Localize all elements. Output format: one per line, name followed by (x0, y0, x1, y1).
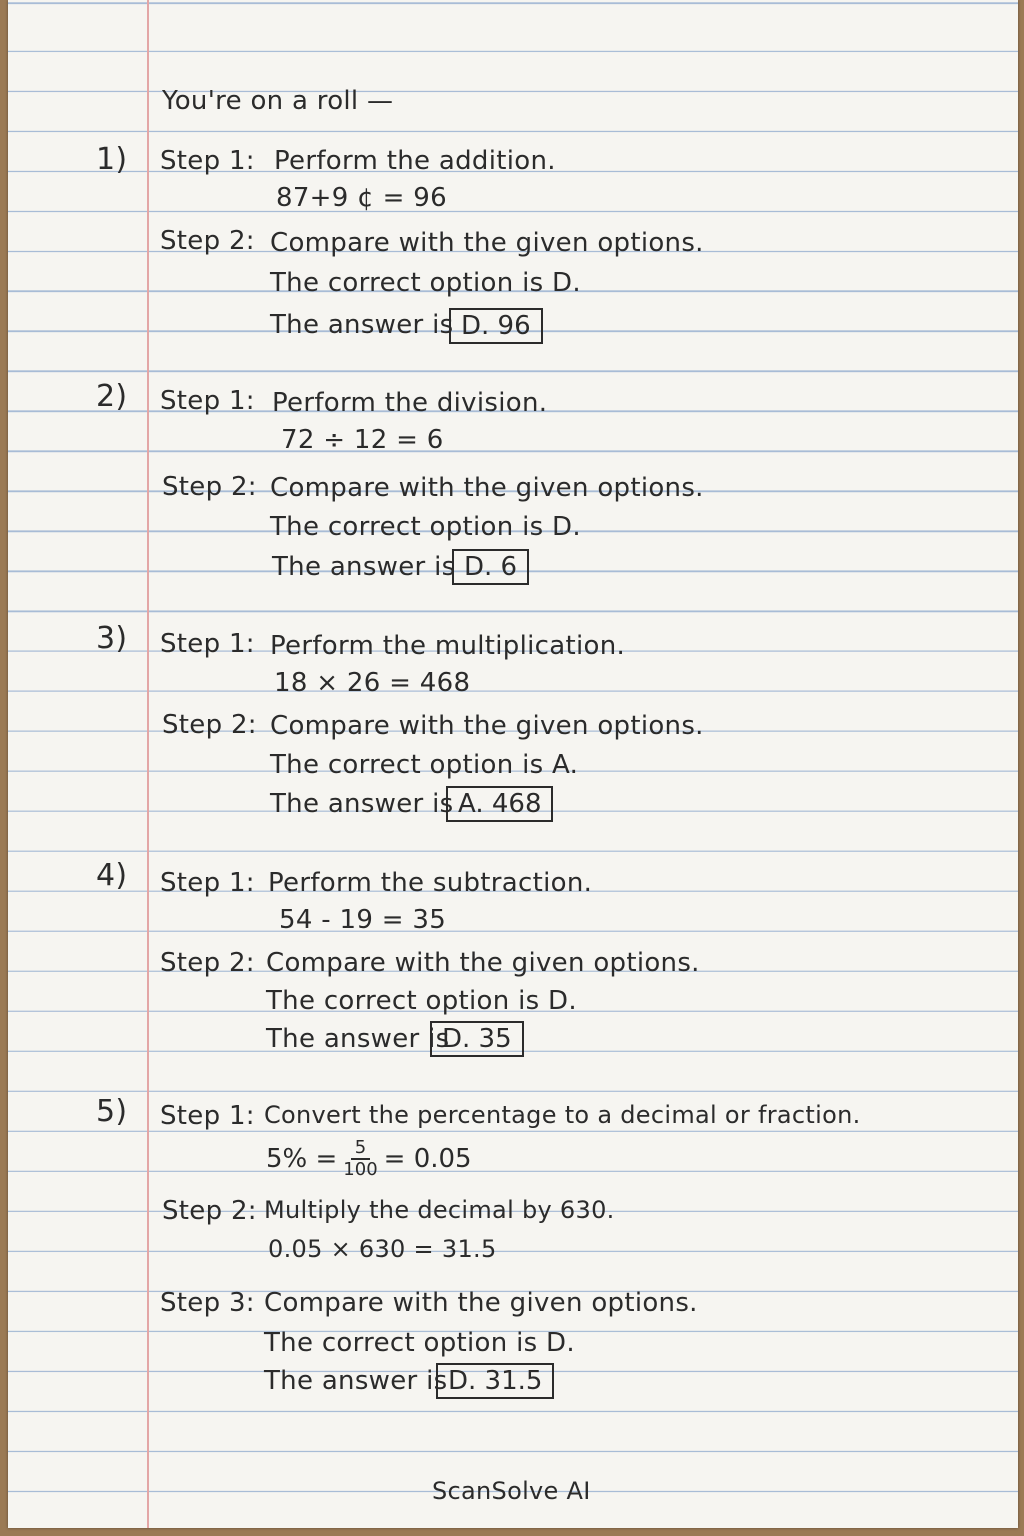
problem-number: 2) (96, 379, 128, 414)
answer-box: D. 6 (452, 549, 529, 585)
problem-number: 1) (96, 142, 128, 177)
answer-box: D. 35 (430, 1021, 524, 1057)
calc-right: = 0.05 (383, 1144, 472, 1174)
fraction-denominator: 100 (343, 1159, 378, 1180)
step-text: Convert the percentage to a decimal or fraction. (264, 1101, 861, 1129)
correct-option-text: The correct option is D. (270, 268, 581, 298)
step-text: Compare with the given options. (270, 228, 704, 258)
calculation: 18 × 26 = 468 (274, 668, 471, 698)
step-label: Step 1: (160, 629, 255, 659)
step-label: Step 3: (160, 1288, 255, 1318)
step-label: Step 1: (160, 386, 255, 416)
answer-prefix: The answer is (272, 552, 456, 582)
fraction-numerator: 5 (351, 1138, 370, 1160)
fraction (343, 1138, 377, 1180)
answer-box: D. 31.5 (436, 1363, 554, 1399)
step-text: Perform the addition. (274, 146, 556, 176)
calc-left: 5% = (266, 1144, 338, 1174)
correct-option-text: The correct option is A. (270, 750, 579, 780)
calculation: 72 ÷ 12 = 6 (281, 425, 444, 455)
step-text: Compare with the given options. (266, 948, 700, 978)
step-text: Compare with the given options. (270, 473, 704, 503)
answer-prefix: The answer is (264, 1366, 448, 1396)
step-label: Step 2: (160, 226, 255, 256)
correct-option-text: The correct option is D. (270, 512, 581, 542)
problem-number: 5) (96, 1094, 128, 1129)
correct-option-text: The correct option is D. (266, 986, 577, 1016)
step-label: Step 2: (160, 948, 255, 978)
answer-box: A. 468 (446, 786, 553, 822)
margin-line (147, 0, 149, 1528)
answer-prefix: The answer is (266, 1024, 450, 1054)
step-text: Perform the division. (272, 388, 548, 418)
calculation: 87+9 ¢ = 96 (276, 183, 447, 213)
answer-prefix: The answer is (270, 789, 454, 819)
step-label: Step 1: (160, 868, 255, 898)
step-label: Step 2: (162, 710, 257, 740)
calculation: 0.05 × 630 = 31.5 (268, 1235, 497, 1263)
footer-brand: ScanSolve AI (432, 1477, 591, 1505)
answer-box: D. 96 (449, 308, 543, 344)
step-text: Compare with the given options. (264, 1288, 698, 1318)
correct-option-text: The correct option is D. (264, 1328, 575, 1358)
step-label: Step 2: (162, 1196, 257, 1226)
intro-text: You're on a roll — (162, 86, 394, 116)
fraction-calculation (266, 1138, 472, 1180)
step-text: Perform the multiplication. (270, 631, 626, 661)
step-text: Compare with the given options. (270, 711, 704, 741)
step-label: Step 2: (162, 472, 257, 502)
step-label: Step 1: (160, 146, 255, 176)
step-label: Step 1: (160, 1101, 255, 1131)
answer-prefix: The answer is (270, 310, 454, 340)
problem-number: 4) (96, 858, 128, 893)
problem-number: 3) (96, 621, 128, 656)
calculation: 54 - 19 = 35 (279, 905, 447, 935)
step-text: Multiply the decimal by 630. (264, 1196, 615, 1224)
step-text: Perform the subtraction. (268, 868, 593, 898)
